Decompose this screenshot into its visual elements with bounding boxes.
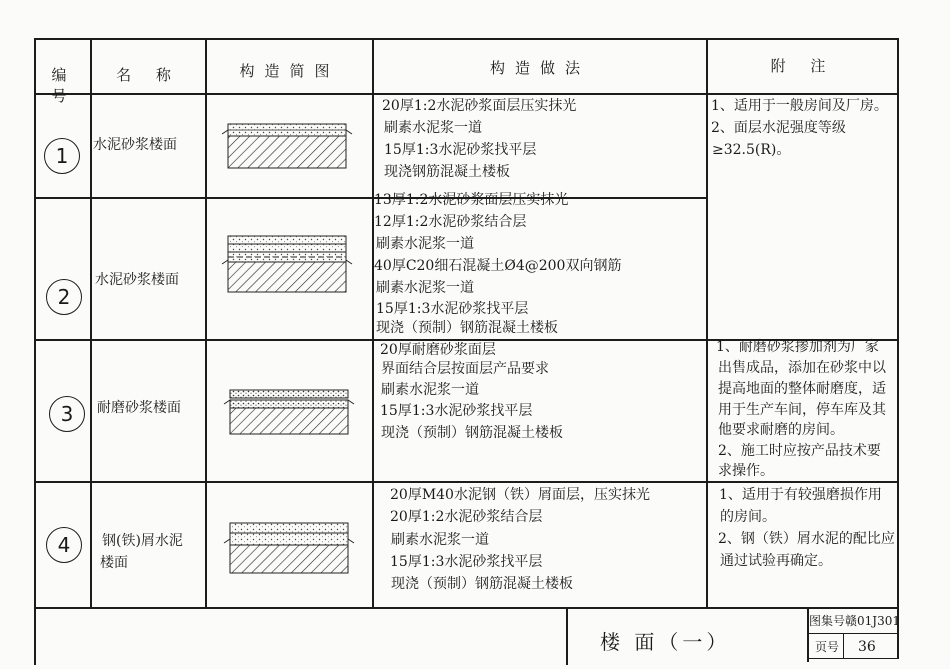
notes-2-line-5: 他要求耐磨的房间。 [718,422,844,438]
frame-right [897,38,899,658]
titleblock-bottom [807,658,899,659]
row-2-method-2: 12厚1:2水泥砂浆结合层 [374,214,527,230]
atlas-number: 赣01J301 [845,614,900,628]
header-name: 名 称 [116,66,181,84]
row-4-section-diagram [222,513,357,578]
frame-top [34,38,899,40]
row-number-3: 3 [49,396,85,432]
row-4-method-4: 15厚1:3水泥砂浆找平层 [390,554,543,570]
row-4-method-2: 20厚1:2水泥砂浆结合层 [390,509,543,525]
page-number: 36 [858,639,876,655]
header-notes: 附 注 [770,57,836,75]
col-sep-4 [706,38,708,608]
row-2-method-4: 40厚C20细石混凝土Ø4@200双向钢筋 [374,258,622,274]
row-4-method-3: 刷素水泥浆一道 [391,532,489,548]
header-no: 编 号 [51,66,77,105]
row-2-method-3: 刷素水泥浆一道 [376,236,474,252]
row-3-method-2: 界面结合层按面层产品要求 [381,361,549,377]
row4-bottom [34,607,899,609]
row-number-4: 4 [46,527,82,563]
row-2-name: 水泥砂浆楼面 [95,272,179,288]
row-2-method-6: 15厚1:3水泥砂浆找平层 [376,301,529,317]
row-2-section-diagram [220,228,355,298]
row-2-method-5: 刷素水泥浆一道 [376,280,474,296]
notes-2-line-2: 出售成品，添加在砂浆中以 [718,360,886,376]
notes-3-line-4: 通过试验再确定。 [720,553,832,569]
notes-2-line-4: 用于生产车间，停车库及其 [718,402,886,418]
row-number-1: 1 [44,138,80,174]
row-3-method-1: 20厚耐磨砂浆面层 [380,342,496,358]
page-label: 页号 [815,640,840,654]
row-3-method-5: 现浇（预制）钢筋混凝土楼板 [381,425,563,441]
titleblock-inner-sep [843,634,844,658]
row-3-method-4: 15厚1:3水泥砂浆找平层 [380,403,533,419]
row-4-method-5: 现浇（预制）钢筋混凝土楼板 [391,576,573,592]
row-3-section-diagram [222,382,357,442]
header-method: 构造做法 [489,59,590,77]
atlas-label: 图集号 [809,614,846,628]
frame-left [34,38,36,665]
notes-2-line-6: 2、施工时应按产品技术要 [718,443,881,459]
row1-bottom [34,197,707,199]
row-4-name-line-1: 钢(铁)屑水泥 [102,533,183,549]
notes-3-line-3: 2、钢（铁）屑水泥的配比应 [718,531,895,547]
row-2-method-1: 13厚1:2水泥砂浆面层压实抹光 [374,192,569,208]
row-1-method-3: 15厚1:3水泥砂浆找平层 [384,142,537,158]
notes-3-line-2: 的房间。 [720,509,776,525]
row-2-method-7: 现浇（预制）钢筋混凝土楼板 [376,320,558,336]
header-diagram: 构造简图 [239,62,340,80]
col-sep-3 [372,38,374,608]
row-1-method-4: 现浇钢筋混凝土楼板 [384,164,510,180]
col-sep-1 [90,38,92,608]
col-sep-2 [205,38,207,608]
notes-1-line-1: 1、适用于一般房间及厂房。 [711,98,888,114]
row-1-name: 水泥砂浆楼面 [93,137,177,153]
titleblock-mid [807,633,899,634]
notes-1-line-2: 2、面层水泥强度等级 [711,120,846,136]
notes-1-line-3: ≥32.5(R)。 [712,142,791,158]
row-1-method-1: 20厚1:2水泥砂浆面层压实抹光 [382,98,577,114]
titleblock-sep-1 [566,607,568,665]
notes-2-line-3: 提高地面的整体耐磨度，适 [718,381,886,397]
notes-2-line-1: 1、耐磨砂浆掺加剂为厂家 [716,339,879,355]
row-number-2: 2 [46,279,82,315]
row-4-name-line-2: 楼面 [100,555,128,571]
drawing-title: 楼 面（一） [600,630,731,654]
row-3-name: 耐磨砂浆楼面 [97,400,181,416]
row-1-section-diagram [220,116,355,176]
notes-2-line-7: 求操作。 [718,463,774,479]
row-1-method-2: 刷素水泥浆一道 [384,120,482,136]
row-4-method-1: 20厚M40水泥钢（铁）屑面层，压实抹光 [390,487,650,503]
header-bottom [34,93,899,95]
row-3-method-3: 刷素水泥浆一道 [381,382,479,398]
notes-3-line-1: 1、适用于有较强磨损作用 [719,487,882,503]
